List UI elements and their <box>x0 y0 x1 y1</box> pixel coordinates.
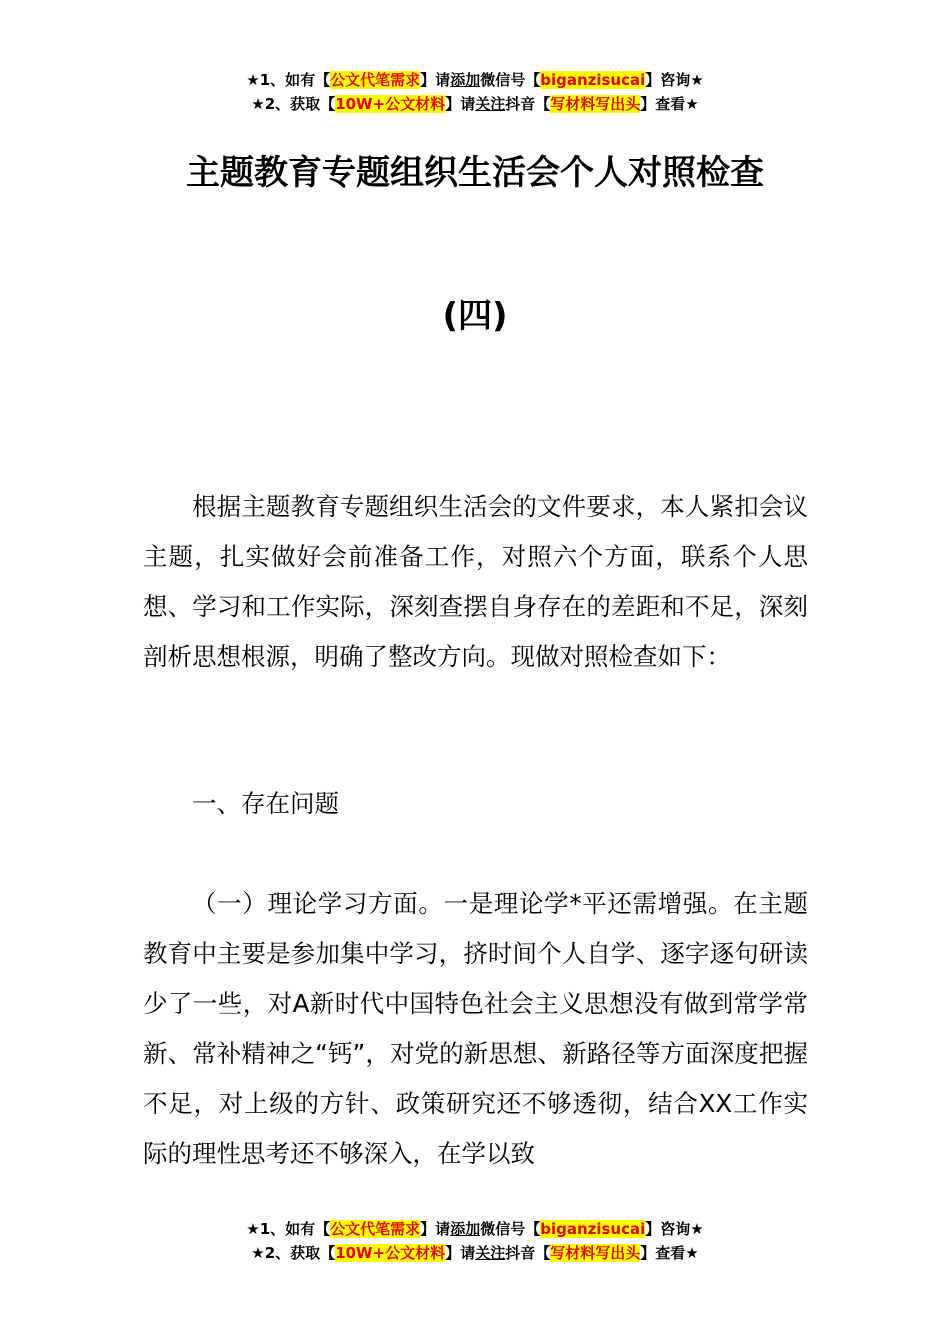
highlight-materials: 10W+公文材料 <box>335 1244 446 1262</box>
highlight-materials: 10W+公文材料 <box>335 95 446 113</box>
section-paragraph: （一）理论学习方面。一是理论学*平还需增强。在主题教育中主要是参加集中学习，挤时间个人自学、逐字逐句研读少了一些，对A新时代中国特色社会主义思想没有做到常学常新、常补精神之“钙”，对党的新思想、新路径等方面深度把握不足，对上级的方针、政策研究还不够透彻，结合XX工作实际的理性思考还不够深入，在学以致 <box>143 889 808 1168</box>
footer-banner <box>0 1217 950 1265</box>
intro-paragraph: 根据主题教育专题组织生活会的文件要求，本人紧扣会议主题，扎实做好会前准备工作，对照六个方面，联系个人思想、学习和工作实际，深刻查摆自身存在的差距和不足，深刻剖析思想根源，明确了整改方向。现做对照检查如下： <box>143 492 808 671</box>
document-title: 主题教育专题组织生活会个人对照检查 <box>186 153 764 193</box>
section-heading: 一、存在问题 <box>192 789 339 818</box>
banner-line-2: ★2、获取【10W+公文材料】请关注抖音【写材料写出头】查看★ <box>251 95 699 113</box>
banner-line-1: ★1、如有【公文代笔需求】请添加微信号【biganzisucai】咨询★ <box>246 1220 704 1238</box>
highlight-douyin-id: 写材料写出头 <box>550 95 641 113</box>
highlight-wechat-id: biganzisucai <box>540 71 646 89</box>
header-banner <box>0 68 950 116</box>
highlight-douyin-id: 写材料写出头 <box>550 1244 641 1262</box>
highlight-wechat-id: biganzisucai <box>540 1220 646 1238</box>
banner-line-1: ★1、如有【公文代笔需求】请添加微信号【biganzisucai】咨询★ <box>246 71 704 89</box>
document-subtitle: (四) <box>442 296 508 336</box>
highlight-service: 公文代笔需求 <box>330 1220 421 1238</box>
highlight-service: 公文代笔需求 <box>330 71 421 89</box>
banner-line-2: ★2、获取【10W+公文材料】请关注抖音【写材料写出头】查看★ <box>251 1244 699 1262</box>
